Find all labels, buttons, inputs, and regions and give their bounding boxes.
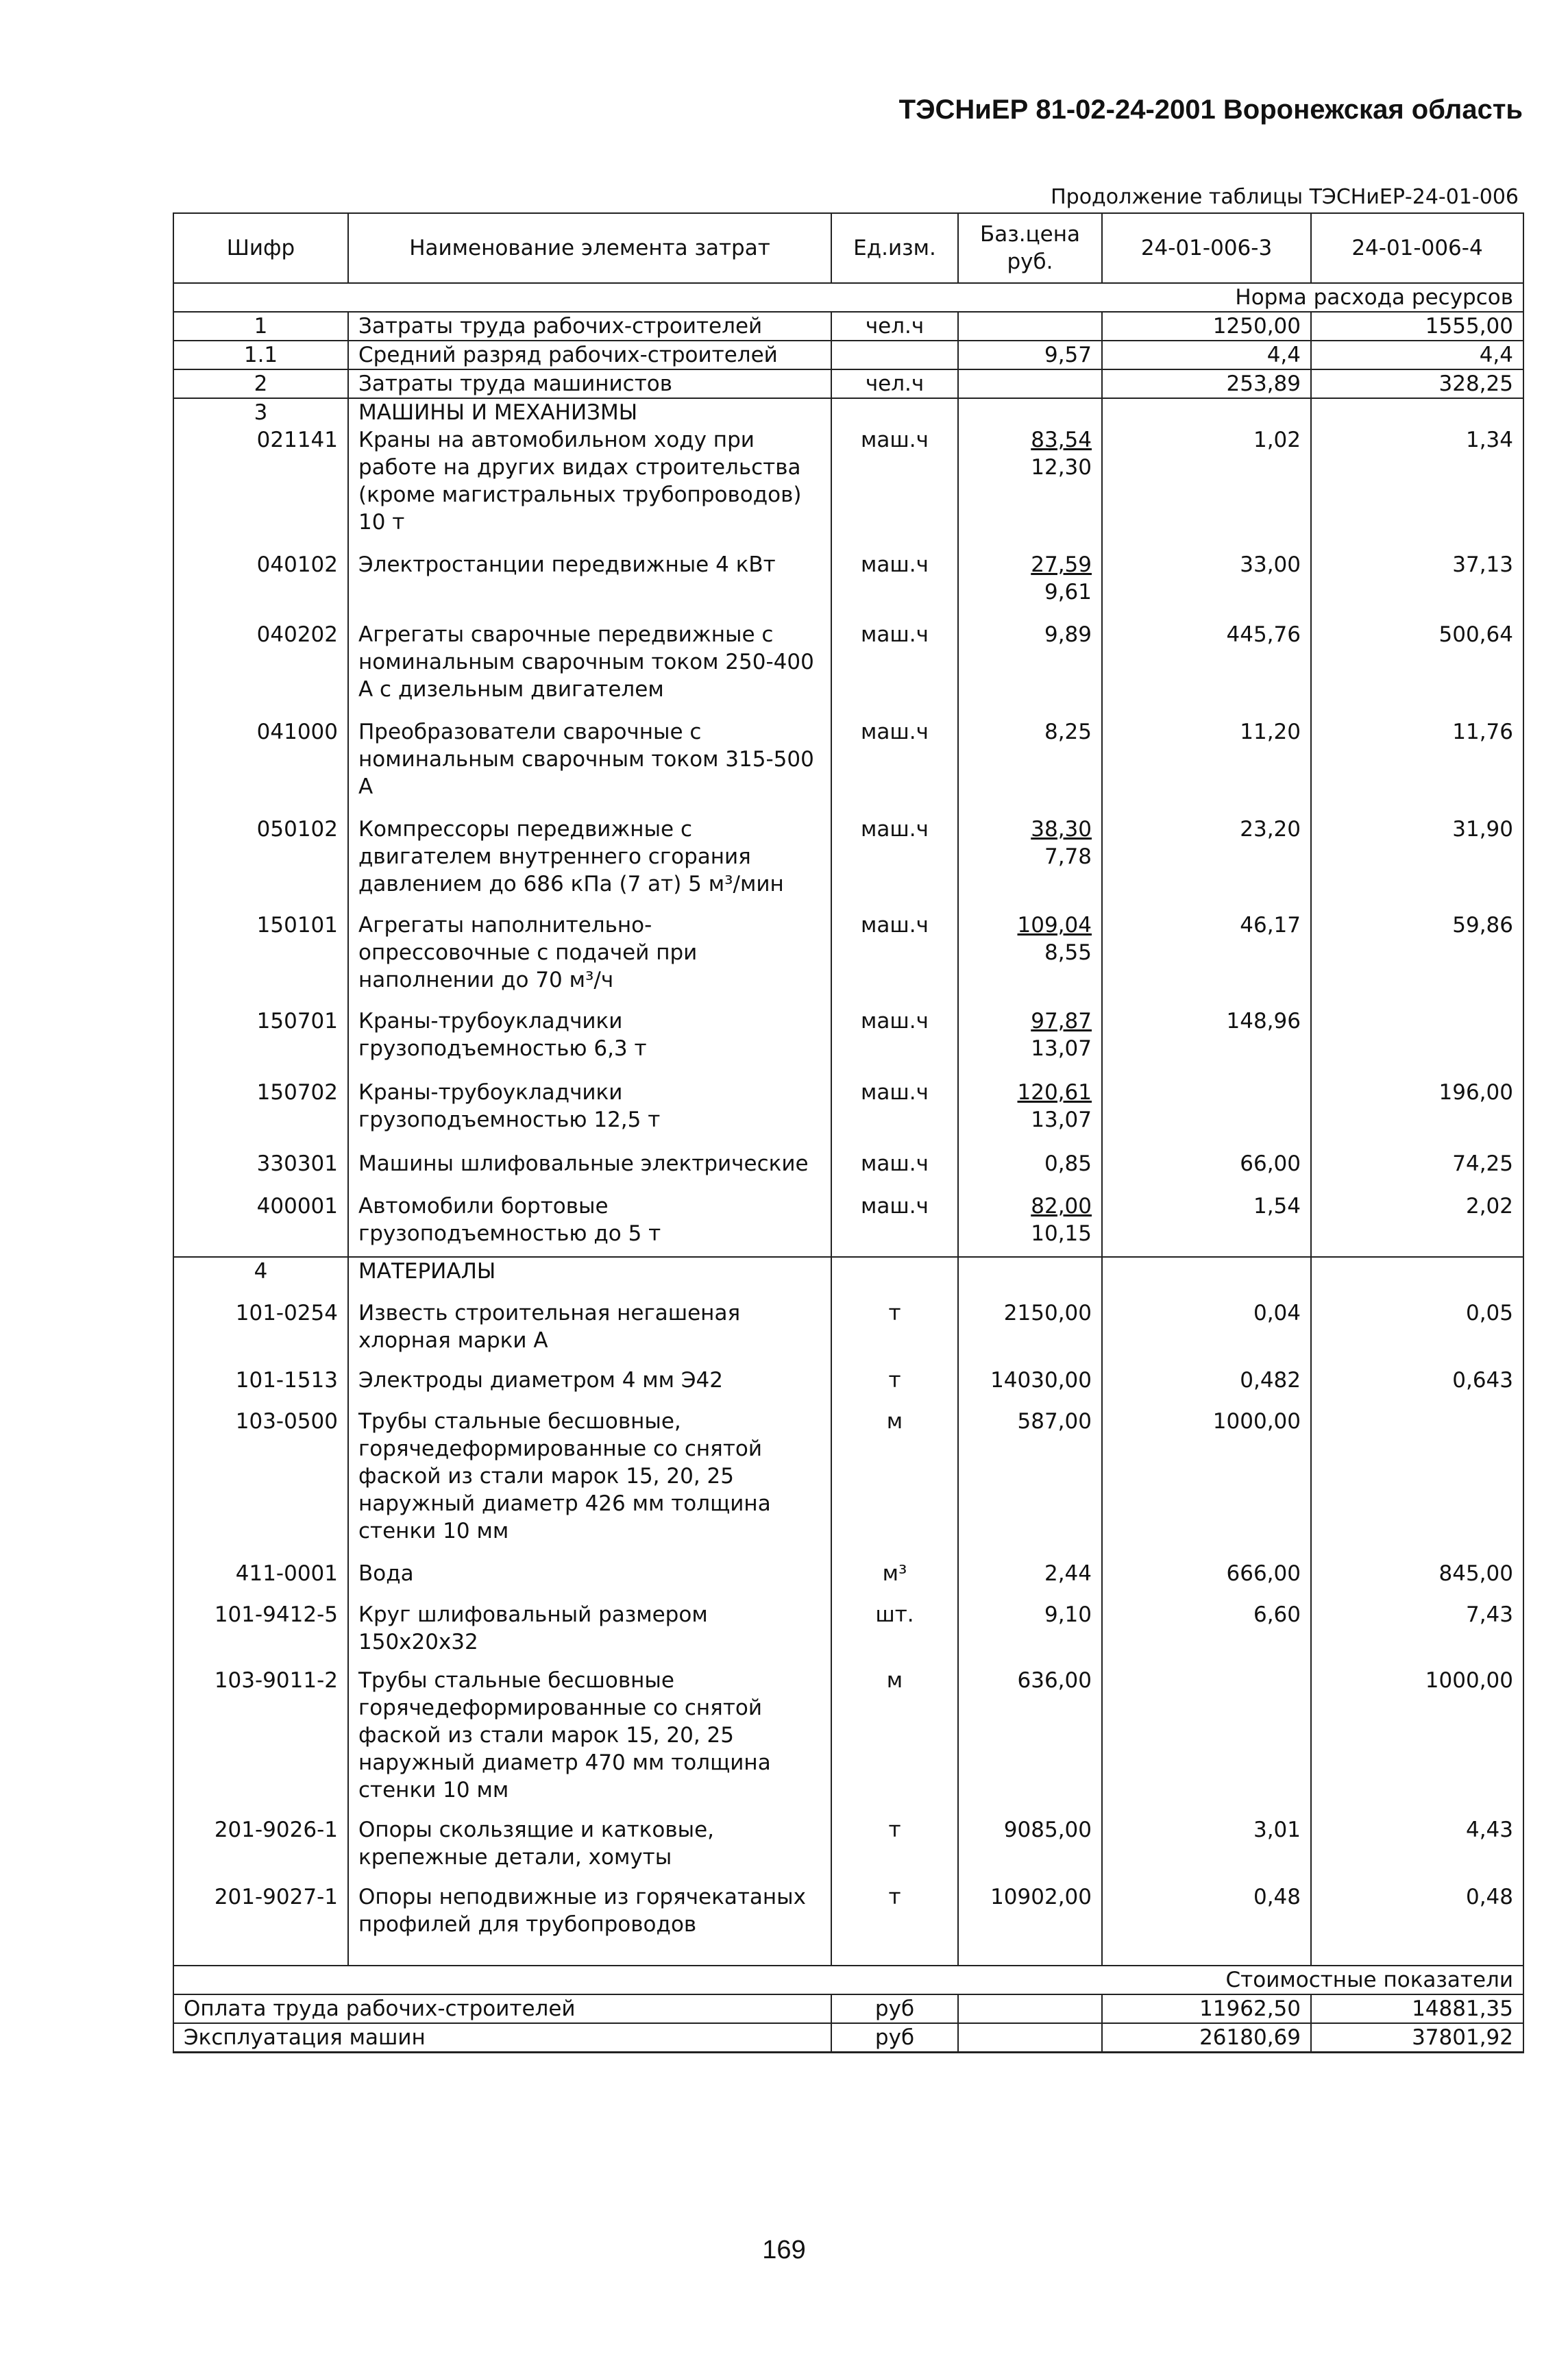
row-unit: м xyxy=(831,1408,958,1560)
table-row xyxy=(173,1079,1523,1150)
row-unit: т xyxy=(831,1816,958,1883)
row-name: Агрегаты наполнительно-опрессовочные с подачей при наполнении до 70 м³/ч xyxy=(348,912,831,1007)
row-c2: 1,34 xyxy=(1311,426,1523,551)
row-c2: 196,00 xyxy=(1311,1079,1523,1150)
row-code: 103-9011-2 xyxy=(173,1667,348,1816)
row-c1 xyxy=(1102,1079,1311,1150)
row-unit: маш.ч xyxy=(831,718,958,816)
section-code: 3 xyxy=(173,398,348,426)
footer-unit: руб xyxy=(831,1994,958,2023)
row-unit: маш.ч xyxy=(831,551,958,621)
table-row xyxy=(173,1816,1523,1883)
table-row xyxy=(173,426,1523,551)
row-c2 xyxy=(1311,1408,1523,1560)
row-c1: 0,482 xyxy=(1102,1367,1311,1408)
row-unit: маш.ч xyxy=(831,621,958,718)
row-name: Затраты труда машинистов xyxy=(348,369,831,398)
footer-name: Оплата труда рабочих-строителей xyxy=(173,1994,831,2023)
row-c1: 3,01 xyxy=(1102,1816,1311,1883)
table-continuation-label: Продолжение таблицы ТЭСНиЕР-24-01-006 xyxy=(1051,185,1519,209)
row-name: Автомобили бортовые грузоподъемностью до 5 т xyxy=(348,1193,831,1257)
table-row xyxy=(173,1193,1523,1257)
footer-name: Эксплуатация машин xyxy=(173,2023,831,2053)
cost-label: Стоимостные показатели xyxy=(173,1966,1523,1994)
row-name: Краны на автомобильном ходу при работе на других видах строительства (кроме магистральных трубопроводов) 10 т xyxy=(348,426,831,551)
col-header-name: Наименование элемента затрат xyxy=(348,213,831,283)
table-row xyxy=(173,816,1523,912)
table-row xyxy=(173,1150,1523,1193)
row-code: 050102 xyxy=(173,816,348,912)
row-c1: 6,60 xyxy=(1102,1601,1311,1667)
row-code: 040202 xyxy=(173,621,348,718)
row-c2: 74,25 xyxy=(1311,1150,1523,1193)
row-name: Затраты труда рабочих-строителей xyxy=(348,312,831,341)
row-code: 400001 xyxy=(173,1193,348,1257)
row-unit: шт. xyxy=(831,1601,958,1667)
section-title: МАТЕРИАЛЫ xyxy=(348,1257,831,1299)
col-header-price: Баз.цена руб. xyxy=(958,213,1102,283)
row-c2: 2,02 xyxy=(1311,1193,1523,1257)
row-code: 150702 xyxy=(173,1079,348,1150)
row-c2: 328,25 xyxy=(1311,369,1523,398)
row-c1: 1250,00 xyxy=(1102,312,1311,341)
row-c2: 31,90 xyxy=(1311,816,1523,912)
row-unit: маш.ч xyxy=(831,1193,958,1257)
row-c2: 1000,00 xyxy=(1311,1667,1523,1816)
table-row xyxy=(173,551,1523,621)
row-unit: т xyxy=(831,1883,958,1966)
row-price: 9085,00 xyxy=(958,1816,1102,1883)
row-c1: 46,17 xyxy=(1102,912,1311,1007)
section-row xyxy=(173,398,1523,426)
row-price: 9,10 xyxy=(958,1601,1102,1667)
row-unit: маш.ч xyxy=(831,1150,958,1193)
row-unit: маш.ч xyxy=(831,912,958,1007)
row-code: 021141 xyxy=(173,426,348,551)
row-price: 9,57 xyxy=(958,341,1102,369)
col-header-c1: 24-01-006-3 xyxy=(1102,213,1311,283)
row-price: 27,59 9,61 xyxy=(958,551,1102,621)
row-c1: 445,76 xyxy=(1102,621,1311,718)
row-c1: 1,54 xyxy=(1102,1193,1311,1257)
row-c1: 253,89 xyxy=(1102,369,1311,398)
footer-c2: 14881,35 xyxy=(1311,1994,1523,2023)
row-unit: маш.ч xyxy=(831,1079,958,1150)
row-c1: 4,4 xyxy=(1102,341,1311,369)
document-header: ТЭСНиЕР 81-02-24-2001 Воронежская область xyxy=(898,95,1523,125)
table-row xyxy=(173,1560,1523,1601)
row-unit: т xyxy=(831,1299,958,1367)
norm-label-row xyxy=(173,283,1523,312)
table-row xyxy=(173,1667,1523,1816)
row-c1: 23,20 xyxy=(1102,816,1311,912)
table-row xyxy=(173,621,1523,718)
resource-norms-table xyxy=(173,212,1524,2053)
row-name: Трубы стальные бесшовные горячедеформированные со снятой фаской из стали марок 15, 20, 25 наружный диаметр 470 мм толщина стенки 10 мм xyxy=(348,1667,831,1816)
footer-c1: 11962,50 xyxy=(1102,1994,1311,2023)
row-code: 1 xyxy=(173,312,348,341)
row-price: 2150,00 xyxy=(958,1299,1102,1367)
row-price: 9,89 xyxy=(958,621,1102,718)
row-unit: м xyxy=(831,1667,958,1816)
col-header-c2: 24-01-006-4 xyxy=(1311,213,1523,283)
row-c1: 1000,00 xyxy=(1102,1408,1311,1560)
row-price: 2,44 xyxy=(958,1560,1102,1601)
row-price: 97,87 13,07 xyxy=(958,1007,1102,1079)
table-row xyxy=(173,1883,1523,1966)
row-name: Круг шлифовальный размером 150х20х32 xyxy=(348,1601,831,1667)
row-unit: чел.ч xyxy=(831,369,958,398)
row-unit: чел.ч xyxy=(831,312,958,341)
row-c2: 37,13 xyxy=(1311,551,1523,621)
table-row xyxy=(173,1367,1523,1408)
row-name: Электроды диаметром 4 мм Э42 xyxy=(348,1367,831,1408)
row-c2: 11,76 xyxy=(1311,718,1523,816)
footer-c2: 37801,92 xyxy=(1311,2023,1523,2053)
row-c1: 66,00 xyxy=(1102,1150,1311,1193)
row-name: Средний разряд рабочих-строителей xyxy=(348,341,831,369)
footer-c1: 26180,69 xyxy=(1102,2023,1311,2053)
col-header-code: Шифр xyxy=(173,213,348,283)
row-price: 109,04 8,55 xyxy=(958,912,1102,1007)
row-code: 101-0254 xyxy=(173,1299,348,1367)
row-code: 330301 xyxy=(173,1150,348,1193)
row-code: 101-9412-5 xyxy=(173,1601,348,1667)
row-code: 201-9027-1 xyxy=(173,1883,348,1966)
table-row xyxy=(173,1601,1523,1667)
row-unit: маш.ч xyxy=(831,1007,958,1079)
row-c2: 4,4 xyxy=(1311,341,1523,369)
row-name: Агрегаты сварочные передвижные с номинальным сварочным током 250-400 А с дизельным двигателем xyxy=(348,621,831,718)
table-row xyxy=(173,341,1523,369)
section-row xyxy=(173,1257,1523,1299)
row-code: 1.1 xyxy=(173,341,348,369)
row-price xyxy=(958,369,1102,398)
row-name: Известь строительная негашеная хлорная марки А xyxy=(348,1299,831,1367)
table-header-row xyxy=(173,213,1523,283)
row-c2: 7,43 xyxy=(1311,1601,1523,1667)
row-c1: 33,00 xyxy=(1102,551,1311,621)
row-price: 120,61 13,07 xyxy=(958,1079,1102,1150)
table-row xyxy=(173,912,1523,1007)
row-price: 0,85 xyxy=(958,1150,1102,1193)
table-row xyxy=(173,1299,1523,1367)
row-price: 82,00 10,15 xyxy=(958,1193,1102,1257)
row-code: 040102 xyxy=(173,551,348,621)
table-row xyxy=(173,1408,1523,1560)
row-price: 636,00 xyxy=(958,1667,1102,1816)
row-name: Компрессоры передвижные с двигателем внутреннего сгорания давлением до 686 кПа (7 ат) 5 м³/мин xyxy=(348,816,831,912)
col-header-unit: Ед.изм. xyxy=(831,213,958,283)
footer-unit: руб xyxy=(831,2023,958,2053)
row-c2: 0,643 xyxy=(1311,1367,1523,1408)
row-c2 xyxy=(1311,1007,1523,1079)
row-name: Машины шлифовальные электрические xyxy=(348,1150,831,1193)
footer-row xyxy=(173,2023,1523,2053)
row-code: 150701 xyxy=(173,1007,348,1079)
table-row xyxy=(173,312,1523,341)
row-name: Вода xyxy=(348,1560,831,1601)
row-c1: 11,20 xyxy=(1102,718,1311,816)
row-c1: 1,02 xyxy=(1102,426,1311,551)
row-name: Краны-трубоукладчики грузоподъемностью 12,5 т xyxy=(348,1079,831,1150)
row-name: Опоры скользящие и катковые, крепежные детали, хомуты xyxy=(348,1816,831,1883)
section-code: 4 xyxy=(173,1257,348,1299)
row-unit: маш.ч xyxy=(831,816,958,912)
row-name: Преобразователи сварочные с номинальным сварочным током 315-500 А xyxy=(348,718,831,816)
row-c2: 4,43 xyxy=(1311,1816,1523,1883)
row-c1: 666,00 xyxy=(1102,1560,1311,1601)
row-price: 14030,00 xyxy=(958,1367,1102,1408)
row-c1: 148,96 xyxy=(1102,1007,1311,1079)
row-name: Трубы стальные бесшовные, горячедеформированные со снятой фаской из стали марок 15, 20, 25 наружный диаметр 426 мм толщина стенки 10 мм xyxy=(348,1408,831,1560)
norm-label: Норма расхода ресурсов xyxy=(173,283,1523,312)
row-c2: 845,00 xyxy=(1311,1560,1523,1601)
row-code: 150101 xyxy=(173,912,348,1007)
row-price xyxy=(958,312,1102,341)
row-c1: 0,48 xyxy=(1102,1883,1311,1966)
row-c2: 0,48 xyxy=(1311,1883,1523,1966)
page-number: 169 xyxy=(762,2236,806,2264)
row-price: 83,54 12,30 xyxy=(958,426,1102,551)
row-code: 201-9026-1 xyxy=(173,1816,348,1883)
row-unit xyxy=(831,341,958,369)
row-c1 xyxy=(1102,1667,1311,1816)
row-unit: м³ xyxy=(831,1560,958,1601)
table-row xyxy=(173,718,1523,816)
footer-row xyxy=(173,1994,1523,2023)
row-c1: 0,04 xyxy=(1102,1299,1311,1367)
row-code: 101-1513 xyxy=(173,1367,348,1408)
row-price: 38,30 7,78 xyxy=(958,816,1102,912)
row-name: Электростанции передвижные 4 кВт xyxy=(348,551,831,621)
row-code: 103-0500 xyxy=(173,1408,348,1560)
row-unit: маш.ч xyxy=(831,426,958,551)
row-price: 8,25 xyxy=(958,718,1102,816)
row-code: 411-0001 xyxy=(173,1560,348,1601)
row-name: Опоры неподвижные из горячекатаных профилей для трубопроводов xyxy=(348,1883,831,1966)
cost-label-row xyxy=(173,1966,1523,1994)
row-code: 2 xyxy=(173,369,348,398)
row-price: 587,00 xyxy=(958,1408,1102,1560)
row-c2: 500,64 xyxy=(1311,621,1523,718)
row-c2: 59,86 xyxy=(1311,912,1523,1007)
table-row xyxy=(173,369,1523,398)
table-row xyxy=(173,1007,1523,1079)
row-c2: 1555,00 xyxy=(1311,312,1523,341)
row-price: 10902,00 xyxy=(958,1883,1102,1966)
section-title: МАШИНЫ И МЕХАНИЗМЫ xyxy=(348,398,831,426)
row-name: Краны-трубоукладчики грузоподъемностью 6,3 т xyxy=(348,1007,831,1079)
row-c2: 0,05 xyxy=(1311,1299,1523,1367)
row-unit: т xyxy=(831,1367,958,1408)
row-code: 041000 xyxy=(173,718,348,816)
